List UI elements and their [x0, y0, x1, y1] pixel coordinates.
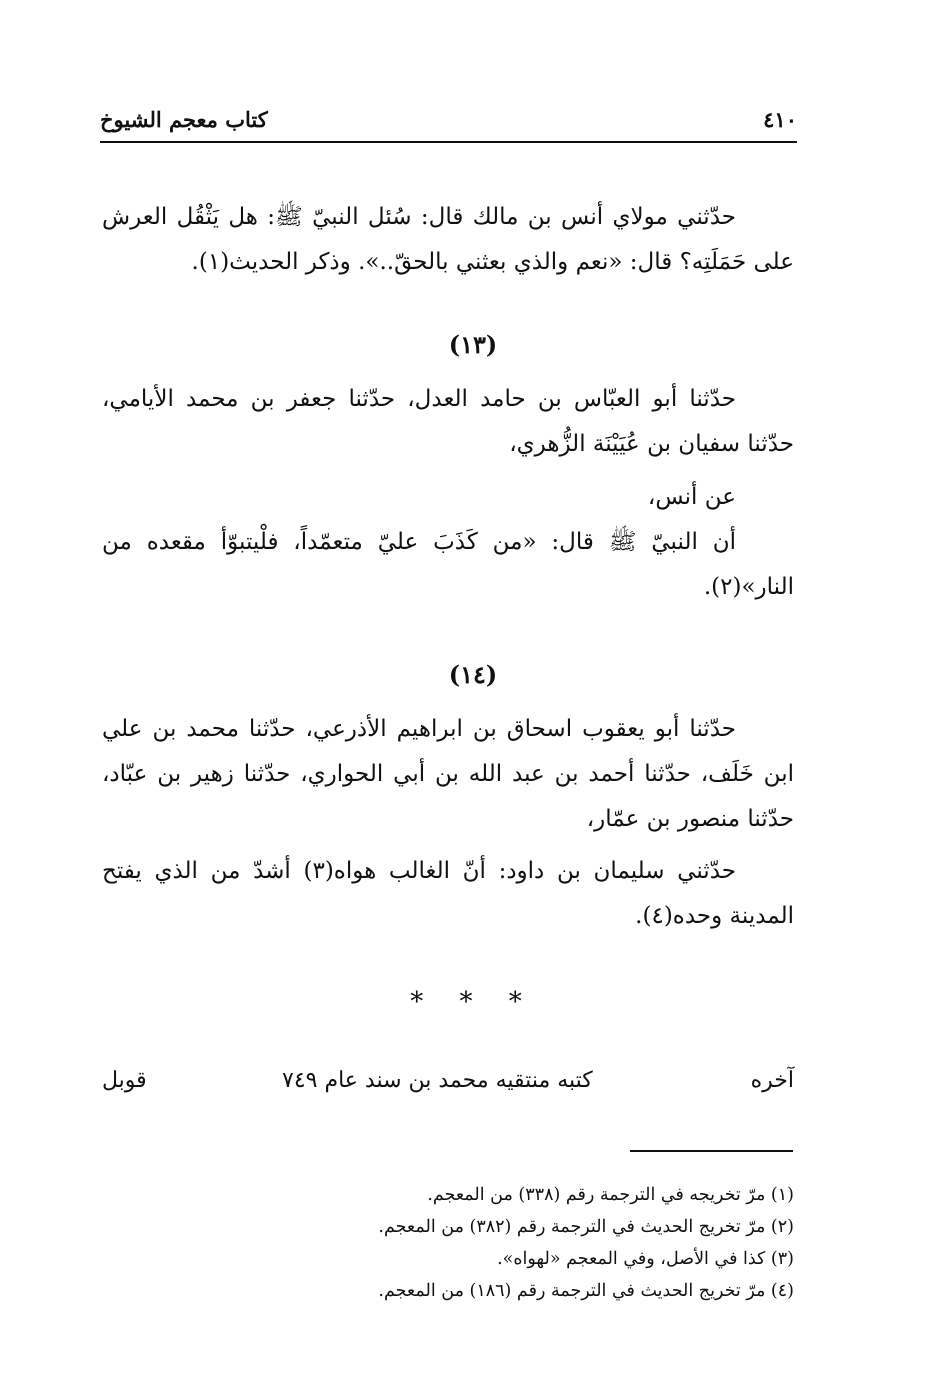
- colophon-scribe: كتبه منتقيه محمد بن سند عام ٧٤٩: [282, 1068, 593, 1093]
- footnote: (٢) مرّ تخريج الحديث في الترجمة رقم (٣٨٢) من المعجم.: [378, 1217, 794, 1237]
- isnad-text: حدّثنا أبو يعقوب اسحاق بن ابراهيم الأذرعي، حدّثنا محمد بن علي ابن خَلَف، حدّثنا أحمد بن عبد الله بن أبي الحواري، حدّثنا زهير بن عبّاد، حدّثنا منصور بن عمّار،: [102, 716, 794, 832]
- section-divider-stars: * * *: [410, 987, 536, 1017]
- colophon-end: آخره: [750, 1068, 794, 1093]
- isnad-text: عن أنس،: [647, 484, 736, 510]
- isnad-text: حدّثنا أبو العبّاس بن حامد العدل، حدّثنا جعفر بن محمد الأيامي، حدّثنا سفيان بن عُيَيْنَة الزُّهري،: [102, 386, 794, 457]
- page-number: ٤١٠: [763, 107, 797, 132]
- colophon: [102, 1068, 794, 1108]
- footnote: (٣) كذا في الأصل، وفي المعجم «لهواه».: [497, 1249, 794, 1269]
- matn-text: أن النبيّ ﷺ قال: «من كَذَبَ عليّ متعمّداً، فلْيتبوّأ مقعده من النار»(٢).: [102, 529, 794, 600]
- matn-text: حدّثني سليمان بن داود: أنّ الغالب هواه(٣) أشدّ من الذي يفتح المدينة وحده(٤).: [102, 858, 794, 929]
- colophon-collated: قوبل: [102, 1068, 147, 1093]
- footnotes: [102, 1179, 794, 1307]
- paragraph-1: [102, 195, 794, 285]
- hadith-number-14: (١٤): [448, 660, 498, 689]
- body-text: حدّثني مولاي أنس بن مالك قال: سُئل النبيّ ﷺ: هل يَثْقُل العرش على حَمَلَتِه؟ قال: «نعم والذي بعثني بالحقّ..». وذكر الحديث(١).: [102, 204, 794, 275]
- footnote: (١) مرّ تخريجه في الترجمة رقم (٣٣٨) من المعجم.: [427, 1185, 794, 1205]
- footnote-separator: [630, 1150, 793, 1152]
- paragraph-2: [102, 377, 794, 610]
- hadith-number-13: (١٣): [448, 330, 498, 359]
- footnote: (٤) مرّ تخريج الحديث في الترجمة رقم (١٨٦) من المعجم.: [378, 1281, 794, 1301]
- paragraph-3: [102, 707, 794, 939]
- running-title: كتاب معجم الشيوخ: [100, 107, 268, 132]
- page-header: [100, 103, 797, 143]
